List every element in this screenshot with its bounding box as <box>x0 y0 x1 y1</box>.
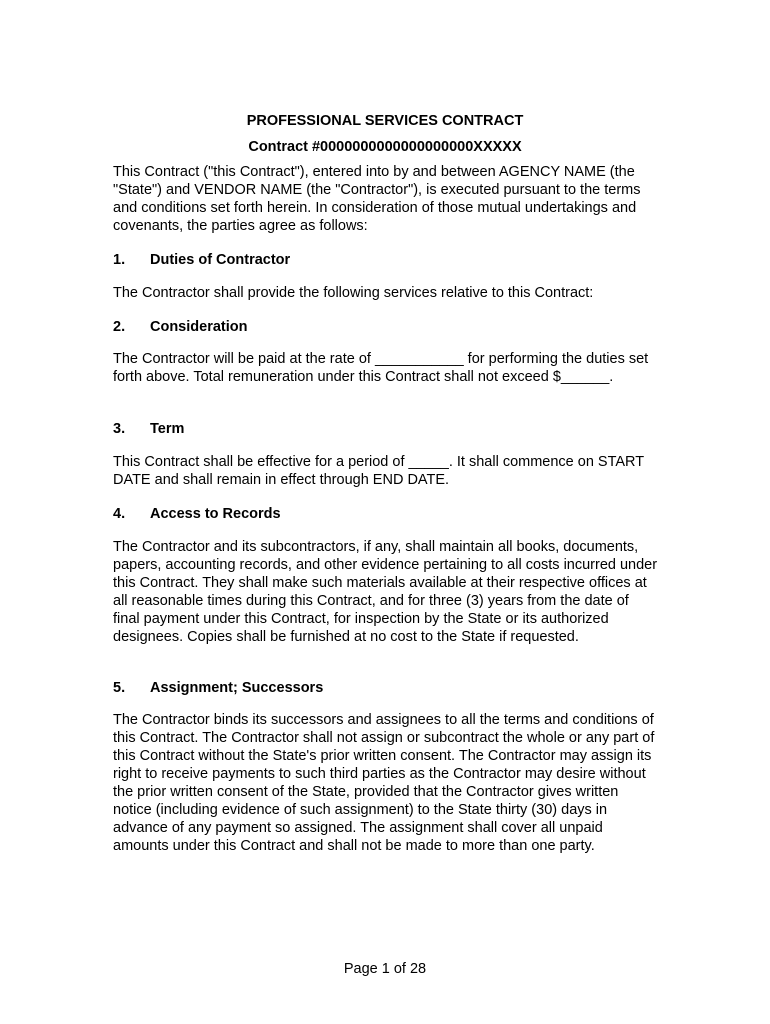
section-body-4: The Contractor and its subcontractors, if any, shall maintain all books, documents, papers, accounting records, and other evidence pertaining to all costs incurred under this Contract. They shall make such materials available at their respective offices at all reasonable times during this Contract, and for three (3) years from the date of final payment under this Contract, for inspection by the State or its authorized designees. Copies shall be furnished at no cost to the State if requested. <box>113 539 658 645</box>
section-heading-1 <box>113 251 290 269</box>
page-number-footer: Page 1 of 28 <box>343 961 427 977</box>
section-heading-text: Duties of Contractor <box>150 252 291 268</box>
section-heading-3 <box>113 420 184 438</box>
section-body-2: The Contractor will be paid at the rate of ___________ for performing the duties set forth above. Total remuneration under this Contract shall not exceed $______. <box>113 351 649 385</box>
section-number: 3. <box>113 421 126 437</box>
section-number: 2. <box>113 319 126 335</box>
section-heading-5 <box>113 679 323 697</box>
section-heading-text: Term <box>150 421 185 437</box>
section-number: 4. <box>113 506 126 522</box>
section-heading-text: Assignment; Successors <box>150 680 324 696</box>
section-number: 1. <box>113 252 126 268</box>
section-body-1: The Contractor shall provide the following services relative to this Contract: <box>113 285 594 301</box>
section-heading-4 <box>113 505 281 523</box>
document-title: PROFESSIONAL SERVICES CONTRACT <box>246 113 524 129</box>
section-heading-text: Access to Records <box>150 506 281 522</box>
section-heading-text: Consideration <box>150 319 248 335</box>
section-number: 5. <box>113 680 126 696</box>
section-heading-2 <box>113 318 247 336</box>
intro-paragraph: This Contract ("this Contract"), entered into by and between AGENCY NAME (the "State") and VENDOR NAME (the "Contractor"), is executed pursuant to the terms and conditions set forth herein. In consideration of those mutual undertakings and covenants, the parties agree as follows: <box>113 164 641 234</box>
section-body-5: The Contractor binds its successors and assignees to all the terms and conditions of this Contract. The Contractor shall not assign or subcontract the whole or any part of this Contract without the State's prior written consent. The Contractor may assign its right to receive payments to such third parties as the Contractor may desire without the prior written consent of the State, provided that the Contractor gives written notice (including evidence of such assignment) to the State thirty (30) days in advance of any payment so assigned. The assignment shall cover all unpaid amounts under this Contract and shall not be made to more than one party. <box>113 712 655 854</box>
contract-number: Contract #0000000000000000000XXXXX <box>248 139 522 155</box>
section-body-3: This Contract shall be effective for a period of _____. It shall commence on START DATE and shall remain in effect through END DATE. <box>113 454 644 488</box>
